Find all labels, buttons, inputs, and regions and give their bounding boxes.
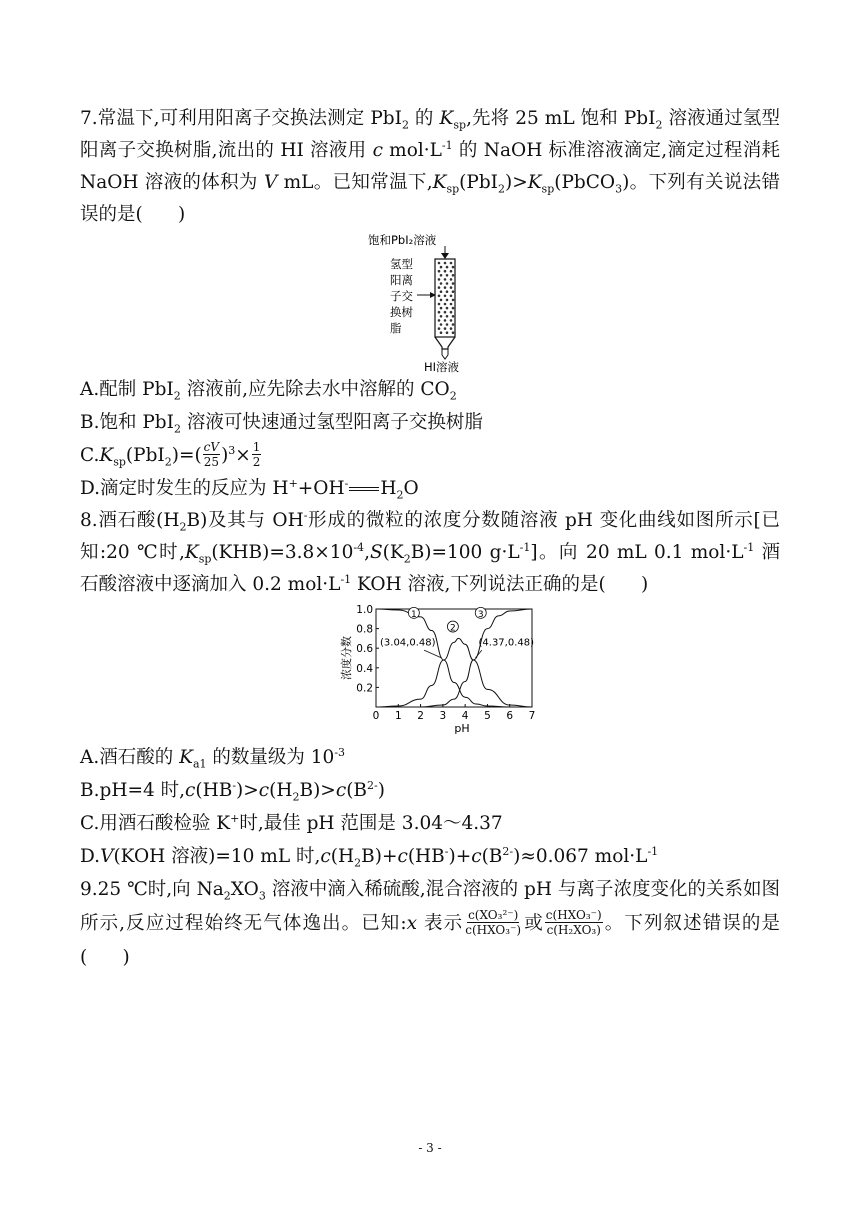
y-tick-label: 1.0 xyxy=(356,604,373,616)
x-tick-label: 7 xyxy=(528,710,536,722)
resin-bead xyxy=(438,327,441,330)
resin-bead xyxy=(440,331,443,334)
resin-bead xyxy=(440,315,443,318)
q7-option-a[interactable]: A.配制 PbI$_2$ 溶液前,应先除去水中溶解的 $CO_2$ xyxy=(80,379,457,403)
resin-bead xyxy=(452,266,455,269)
equals-sign xyxy=(349,487,379,491)
resin-bead xyxy=(446,290,449,293)
resin-bead xyxy=(438,286,441,289)
resin-bead xyxy=(438,270,441,273)
concentration-fraction-chart xyxy=(80,603,780,741)
resin-bead xyxy=(440,307,443,310)
resin-bead xyxy=(440,282,443,285)
resin-bead xyxy=(440,266,443,269)
x-axis-label: pH xyxy=(454,722,470,735)
resin-bead xyxy=(450,286,453,289)
page-number: - 3 - xyxy=(418,1141,442,1155)
x-tick-label: 1 xyxy=(394,710,402,722)
x-tick-label: 6 xyxy=(506,710,514,722)
figure-side-label xyxy=(390,257,413,335)
resin-bead xyxy=(452,290,455,293)
y-tick-label: 0.6 xyxy=(356,643,373,656)
resin-bead xyxy=(438,262,441,265)
resin-bead xyxy=(446,274,449,277)
svg-text:氢型: 氢型 xyxy=(390,257,413,271)
resin-bead xyxy=(452,315,455,318)
resin-bead xyxy=(450,319,453,322)
resin-bead xyxy=(446,266,449,269)
resin-bead xyxy=(438,295,441,298)
series-label-1: 1 xyxy=(411,609,417,620)
resin-bead xyxy=(444,278,447,281)
resin-bead xyxy=(438,319,441,322)
resin-bead xyxy=(440,323,443,326)
fraction-cv-25: $\frac{cV}{25}$ xyxy=(203,439,220,469)
x-tick-label: 5 xyxy=(484,710,491,722)
fraction-hxo3-h2xo3: $\frac{\text{c(HXO₃⁻)}}{\text{c(H₂XO₃)}}$ xyxy=(545,907,602,937)
q7-option-d[interactable]: D.滴定时发生的反应为 H++OH- $H_2O$ xyxy=(80,476,419,502)
series-line-2 xyxy=(376,638,532,707)
x-tick-label: 3 xyxy=(439,710,447,722)
resin-bead xyxy=(452,323,455,326)
resin-bead xyxy=(444,295,447,298)
resin-bead xyxy=(446,307,449,310)
resin-bead xyxy=(444,270,447,273)
y-axis-label: 浓度分数 xyxy=(340,636,353,680)
question-8-stem: 8.酒石酸$(H_2B)$及其与 OH-形成的微粒的浓度分数随溶液 pH 变化曲线如图所示[已知:20 ℃时$,K_{sp}(KHB)=3.8\times 10^{-4},S(K_2B)=100$ $g\cdot L^{-1}$]。向 20 mL 0.1 $mol\cdot L^{-1}$ 酒石酸溶液中逐滴加入 0.2 $mol\cdot L^{-1}$ KOH 溶液,下列说法正确的是( ) xyxy=(80,508,780,595)
figure-top-label: 饱和PbI₂溶液 xyxy=(368,233,437,247)
ion-exchange-column-figure xyxy=(80,231,780,373)
y-tick-label: 0.2 xyxy=(356,682,373,695)
resin-bead xyxy=(450,327,453,330)
fraction-1-2: $\frac{1}{2}$ xyxy=(252,439,261,469)
resin-bead xyxy=(452,331,455,334)
resin-bead xyxy=(446,331,449,334)
resin-bead xyxy=(446,299,449,302)
resin-bead xyxy=(438,278,441,281)
x-tick-label: 0 xyxy=(372,710,380,722)
annotation-1: (3.04,0.48) xyxy=(380,637,436,649)
resin-bead xyxy=(450,270,453,273)
series-label-2: 2 xyxy=(450,623,456,634)
y-tick-label: 0.8 xyxy=(356,623,373,636)
q7-option-b[interactable]: B.饱和 PbI$_2$ 溶液可快速通过氢型阳离子交换树脂 xyxy=(80,412,483,436)
resin-bead xyxy=(444,311,447,314)
q8-option-a[interactable]: A.酒石酸的 $K_{a1}$ 的数量级为 $10^{-3}$ xyxy=(80,745,346,771)
series-label-3: 3 xyxy=(477,609,484,620)
resin-bead xyxy=(450,303,453,306)
resin-bead xyxy=(444,262,447,265)
svg-text:脂: 脂 xyxy=(390,321,402,335)
resin-column xyxy=(435,259,455,359)
question-9-stem: 9.25 ℃时,向 $Na_2XO_3$ 溶液中滴入稀硫酸,混合溶液的 pH 与离子浓度变化的关系如图所示,反应过程始终无气体逸出。已知:x 表示 $\frac{\text{c(XO₃²⁻)}}{\text{c(HXO₃⁻)}}$ 或 $\frac{\text{c(HXO₃⁻)}}{\text{c(H₂XO₃)}}$ 。下列叙述错误的是( ) xyxy=(80,879,780,968)
q8-option-c[interactable]: C.用酒石酸检验 K+时,最佳 pH 范围是 3.04～4.37 xyxy=(80,811,503,834)
resin-bead xyxy=(452,307,455,310)
x-tick-label: 2 xyxy=(417,710,424,722)
resin-bead xyxy=(450,311,453,314)
resin-bead xyxy=(450,295,453,298)
question-7-stem: 7.常温下,可利用阳离子交换法测定 PbI$_2$ 的 $K_{sp}$,先将 25 mL 饱和 PbI$_2$ 溶液通过氢型阳离子交换树脂,流出的 HI 溶液用 c $mol\cdot L^{-1}$ 的 NaOH 标准溶液滴定,滴定过程消耗 NaOH 溶液的体积为 V mL。已知常温下$,K_{sp}(PbI_2)>K_{sp}(PbCO_3)$。下列有关说法错误的是( ) xyxy=(80,108,781,225)
resin-bead xyxy=(446,323,449,326)
resin-bead xyxy=(444,327,447,330)
q8-option-b[interactable]: B.pH=4 时$,c(HB^-)>c(H_2B)>c(B^{2-})$ xyxy=(80,778,385,804)
resin-bead xyxy=(446,315,449,318)
svg-text:子交: 子交 xyxy=(390,289,413,303)
q7-option-c[interactable]: $C.K_{sp}(PbI_2)=$( $\frac{cV}{25}$ )$^3$× $\frac{1}{2}$ xyxy=(80,439,261,469)
resin-bead xyxy=(450,278,453,281)
x-tick-label: 4 xyxy=(461,710,469,722)
resin-bead xyxy=(438,303,441,306)
resin-bead xyxy=(438,311,441,314)
annotation-2: (4.37,0.48) xyxy=(478,637,535,649)
svg-text:换树: 换树 xyxy=(390,305,413,319)
resin-bead xyxy=(452,282,455,285)
resin-bead xyxy=(444,303,447,306)
resin-bead xyxy=(444,319,447,322)
resin-bead xyxy=(444,286,447,289)
y-tick-label: 0.4 xyxy=(356,662,373,675)
resin-bead xyxy=(440,299,443,302)
svg-text:阳离: 阳离 xyxy=(390,273,413,287)
resin-bead xyxy=(440,274,443,277)
resin-bead xyxy=(452,274,455,277)
resin-bead xyxy=(450,262,453,265)
q8-option-d[interactable]: D.V(KOH 溶液)=10 mL 时$,c(H_2B)+c(HB^-)+c(B^{2-})\approx 0.067$ $mol\cdot L^{-1}$ xyxy=(80,844,659,870)
resin-bead xyxy=(440,290,443,293)
figure-bottom-label: HI溶液 xyxy=(424,360,460,373)
fraction-xo3-hxo3: $\frac{\text{c(XO₃²⁻)}}{\text{c(HXO₃⁻)}}$ xyxy=(465,907,522,937)
resin-bead xyxy=(446,282,449,285)
resin-bead xyxy=(452,299,455,302)
